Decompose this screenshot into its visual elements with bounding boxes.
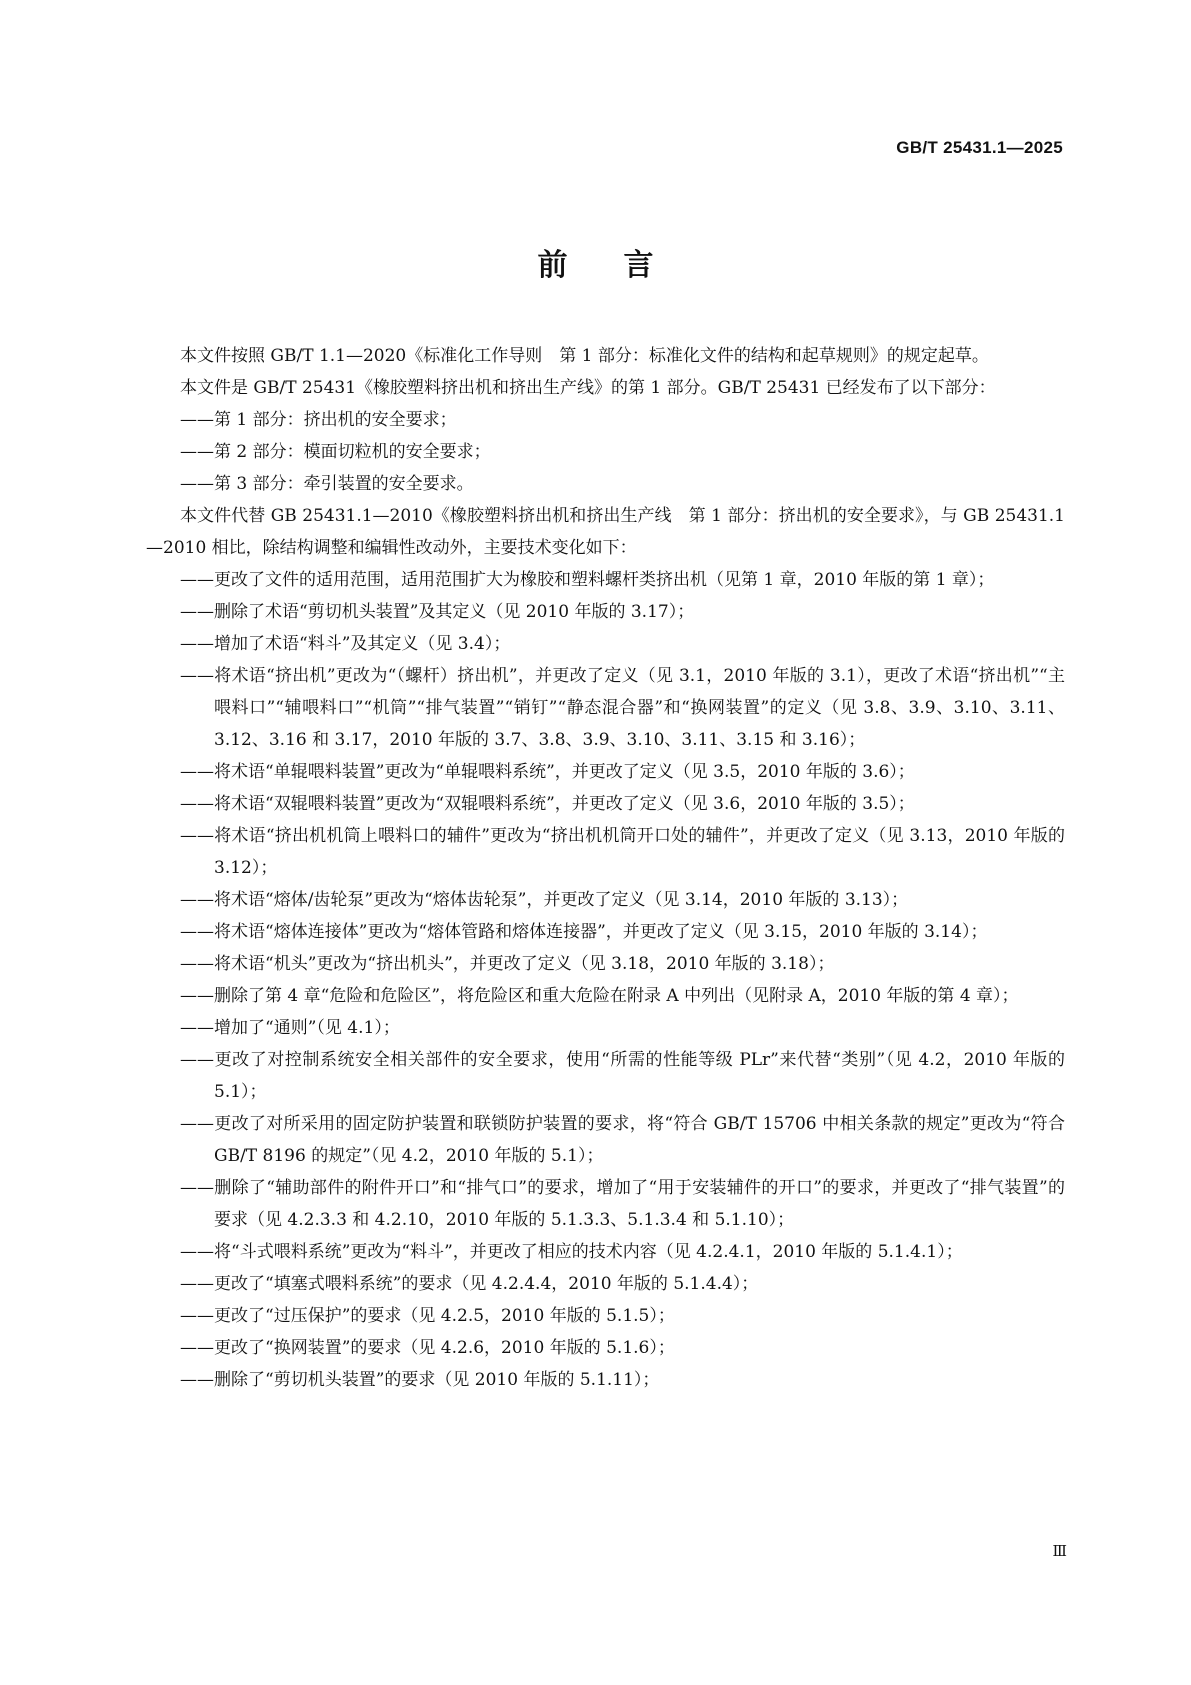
list-item: ——将术语“熔体/齿轮泵”更改为“熔体齿轮泵”，并更改了定义（见 3.14，2010 年版的 3.13）； xyxy=(180,890,909,910)
paragraph-replacement: 本文件代替 GB 25431.1—2010《橡胶塑料挤出机和挤出生产线 第 1 部分：挤出机的安全要求》，与 GB 25431.1—2010 相比，除结构调整和编辑性改动外，主要技术变化如下： xyxy=(146,506,1065,558)
page-title: 前言 xyxy=(537,248,710,283)
list-item: ——增加了术语“料斗”及其定义（见 3.4）； xyxy=(180,634,511,654)
list-item: ——增加了“通则”（见 4.1）； xyxy=(180,1018,400,1038)
list-item: ——将术语“熔体连接体”更改为“熔体管路和熔体连接器”，并更改了定义（见 3.15，2010 年版的 3.14）； xyxy=(180,922,988,942)
list-item: ——将术语“挤出机”更改为“（螺杆）挤出机”，并更改了定义（见 3.1，2010 年版的 3.1），更改了术语“挤出机”“主喂料口”“辅喂料口”“机筒”“排气装置”“销钉”“静态混合器”和“换网装置”的定义（见 3.8、3.9、3.10、3.11、3.12、3.16 和 3.17，2010 年版的 3.7、3.8、3.9、3.10、3.11、3.15 和 3.16）； xyxy=(180,666,1065,750)
list-item: ——将术语“挤出机机筒上喂料口的辅件”更改为“挤出机机筒开口处的辅件”，并更改了定义（见 3.13，2010 年版的 3.12）； xyxy=(180,826,1065,878)
page-number: Ⅲ xyxy=(1052,1542,1067,1560)
list-item: ——删除了“辅助部件的附件开口”和“排气口”的要求，增加了“用于安装辅件的开口”的要求，并更改了“排气装置”的要求（见 4.2.3.3 和 4.2.10，2010 年版的 5.1.3.3、5.1.3.4 和 5.1.10）； xyxy=(180,1178,1065,1230)
list-item: ——更改了文件的适用范围，适用范围扩大为橡胶和塑料螺杆类挤出机（见第 1 章，2010 年版的第 1 章）； xyxy=(180,570,995,590)
list-item: ——更改了“过压保护”的要求（见 4.2.5，2010 年版的 5.1.5）； xyxy=(180,1306,675,1326)
list-item: ——更改了“换网装置”的要求（见 4.2.6，2010 年版的 5.1.6）； xyxy=(180,1338,675,1358)
list-item: ——第 3 部分：牵引装置的安全要求。 xyxy=(180,474,474,494)
technical-changes-list xyxy=(146,564,1065,1396)
list-item: ——第 2 部分：模面切粒机的安全要求； xyxy=(180,442,491,462)
paragraph-drafting-rules: 本文件按照 GB/T 1.1—2020《标准化工作导则 第 1 部分：标准化文件的结构和起草规则》的规定起草。 xyxy=(180,346,989,366)
list-item: ——将术语“单辊喂料装置”更改为“单辊喂料系统”，并更改了定义（见 3.5，2010 年版的 3.6）； xyxy=(180,762,915,782)
list-item: ——更改了对所采用的固定防护装置和联锁防护装置的要求，将“符合 GB/T 15706 中相关条款的规定”更改为“符合 GB/T 8196 的规定”（见 4.2，2010 年版的 5.1）； xyxy=(180,1114,1065,1166)
list-item: ——删除了第 4 章“危险和危险区”，将危险区和重大危险在附录 A 中列出（见附录 A，2010 年版的第 4 章）； xyxy=(180,986,1019,1006)
list-item: ——第 1 部分：挤出机的安全要求； xyxy=(180,410,457,430)
list-item: ——更改了“填塞式喂料系统”的要求（见 4.2.4.4，2010 年版的 5.1.4.4）； xyxy=(180,1274,759,1294)
paragraph-series-parts: 本文件是 GB/T 25431《橡胶塑料挤出机和挤出生产线》的第 1 部分。GB/T 25431 已经发布了以下部分： xyxy=(180,378,996,398)
standard-number: GB/T 25431.1—2025 xyxy=(896,138,1063,157)
list-item: ——删除了术语“剪切机头装置”及其定义（见 2010 年版的 3.17）； xyxy=(180,602,695,622)
list-item: ——删除了“剪切机头装置”的要求（见 2010 年版的 5.1.11）； xyxy=(180,1370,660,1390)
parts-list xyxy=(146,404,1065,500)
list-item: ——更改了对控制系统安全相关部件的安全要求，使用“所需的性能等级 PLr”来代替“类别”（见 4.2，2010 年版的 5.1）； xyxy=(180,1050,1065,1102)
list-item: ——将“斗式喂料系统”更改为“料斗”，并更改了相应的技术内容（见 4.2.4.1，2010 年版的 5.1.4.1）； xyxy=(180,1242,963,1262)
list-item: ——将术语“机头”更改为“挤出机头”，并更改了定义（见 3.18，2010 年版的 3.18）； xyxy=(180,954,835,974)
list-item: ——将术语“双辊喂料装置”更改为“双辊喂料系统”，并更改了定义（见 3.6，2010 年版的 3.5）； xyxy=(180,794,915,814)
document-body xyxy=(146,340,1065,1396)
